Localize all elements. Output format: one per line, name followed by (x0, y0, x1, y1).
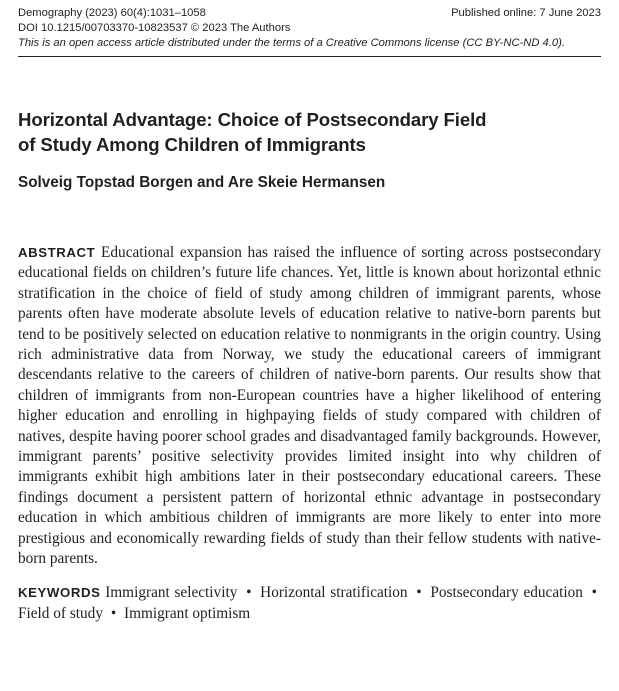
abstract-label: ABSTRACT (18, 245, 96, 260)
article-title (18, 107, 601, 157)
keyword: Field of study (18, 604, 103, 622)
header-divider (18, 56, 601, 57)
license-note: This is an open access article distributed under the terms of a Creative Commons license (CC BY-NC-ND 4.0). (18, 37, 565, 49)
publication-date: Published online: 7 June 2023 (451, 7, 601, 19)
keyword: Horizontal stratification (260, 583, 408, 601)
author-list: Solveig Topstad Borgen and Are Skeie Hermansen (18, 174, 386, 191)
keyword-separator: • (591, 583, 597, 601)
title-line-1: Horizontal Advantage: Choice of Postsecondary Field (18, 109, 487, 130)
keywords-label: KEYWORDS (18, 584, 101, 600)
keyword: Postsecondary education (430, 583, 583, 601)
keyword-separator: • (110, 604, 117, 622)
keyword: Immigrant optimism (124, 604, 251, 622)
journal-header (18, 0, 601, 57)
abstract-text: Educational expansion has raised the influence of sorting across postsecondary educational fields on children’s future life chances. Yet, little is known about horizontal ethnic stratification in the choice of field of study among children of immigrant parents, whose parents often have moderate absolute levels of education relative to native-born parents but tend to be positively selected on education relative to nonmigrants in the origin country. Using rich administrative data from Norway, we study the educational careers of immigrant descendants relative to the careers of children of native-born parents. Our results show that children of immigrants from non-European countries have a higher likelihood of entering higher education and enrolling in highpaying fields of study compared with children of natives, despite having poorer school grades and disadvantaged family backgrounds. However, immigrant parents’ positive selectivity provides limited insight into why children of immigrants exhibit high ambitions later in their postsecondary educational careers. These findings document a persistent pattern of horizontal ethnic advantage in postsecondary education in which ambitious children of immigrants are more likely to enter into more prestigious and economically rewarding fields of study than their fellow students with native-born parents. (18, 244, 601, 568)
keyword-separator: • (416, 583, 422, 601)
doi-line: DOI 10.1215/00703370-10823537 © 2023 The Authors (18, 22, 291, 34)
abstract (18, 243, 601, 570)
keyword-separator: • (246, 583, 252, 601)
header-top-row (18, 6, 601, 21)
journal-citation: Demography (2023) 60(4):1031–1058 (18, 7, 206, 19)
keywords (18, 582, 601, 624)
title-line-2: of Study Among Children of Immigrants (18, 134, 366, 155)
keyword: Immigrant selectivity (105, 583, 238, 601)
article-first-page (18, 0, 601, 624)
